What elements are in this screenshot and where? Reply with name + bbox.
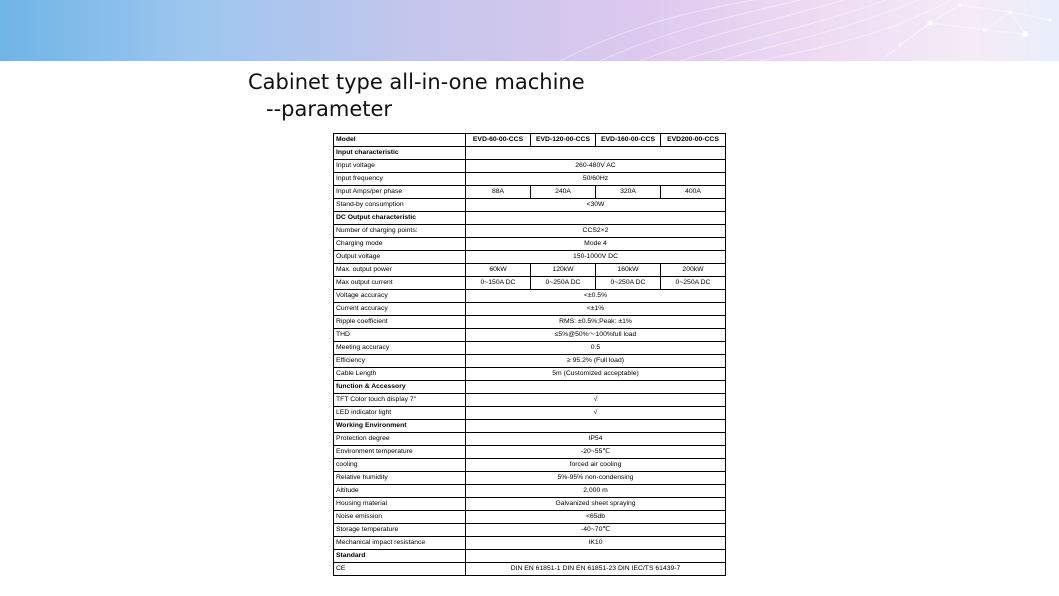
row-value-cell: DIN EN 61851-1 DIN EN 61851-23 DIN IEC/TS 61439-7 bbox=[466, 563, 726, 576]
table-row bbox=[334, 173, 726, 186]
slide-subtitle: --parameter bbox=[266, 97, 393, 121]
row-label: Input Amps/per phase bbox=[334, 186, 466, 199]
section-blank-cell bbox=[466, 212, 726, 225]
row-value-cell: 400A bbox=[661, 186, 726, 199]
row-value-cell: -20~55℃ bbox=[466, 446, 726, 459]
row-label: Ripple coefficient bbox=[334, 316, 466, 329]
section-blank-cell bbox=[466, 550, 726, 563]
table-row bbox=[334, 407, 726, 420]
section-label: DC Output characteristic bbox=[334, 212, 466, 225]
row-value-cell: 0~250A DC bbox=[661, 277, 726, 290]
table-row bbox=[334, 251, 726, 264]
table-row bbox=[334, 563, 726, 576]
table-section-row bbox=[334, 420, 726, 433]
header-model-3: EVD-160-00-CCS bbox=[596, 134, 661, 147]
row-label: Environment temperature bbox=[334, 446, 466, 459]
row-label: LED indicator light bbox=[334, 407, 466, 420]
table-row bbox=[334, 498, 726, 511]
row-label: Stand-by consumption bbox=[334, 199, 466, 212]
row-label: cooling bbox=[334, 459, 466, 472]
row-label: CE bbox=[334, 563, 466, 576]
row-value-cell: <±0.5% bbox=[466, 290, 726, 303]
row-label: TFT Color touch display 7" bbox=[334, 394, 466, 407]
header-model-4: EVD200-00-CCS bbox=[661, 134, 726, 147]
row-label: Max. output power bbox=[334, 264, 466, 277]
row-label: Cable Length bbox=[334, 368, 466, 381]
row-value-cell: 160kW bbox=[596, 264, 661, 277]
table-section-row bbox=[334, 147, 726, 160]
header-model-label: Model bbox=[334, 134, 466, 147]
table-row bbox=[334, 485, 726, 498]
row-value-cell: ≤5%@50%～100%full load bbox=[466, 329, 726, 342]
row-value-cell: Mode 4 bbox=[466, 238, 726, 251]
table-row bbox=[334, 303, 726, 316]
row-label: Output voltage bbox=[334, 251, 466, 264]
row-value-cell: 0~150A DC bbox=[466, 277, 531, 290]
section-label: Standard bbox=[334, 550, 466, 563]
row-label: Input voltage bbox=[334, 160, 466, 173]
row-value-cell: RMS: ±0.5%;Peak: ±1% bbox=[466, 316, 726, 329]
row-label: Protection degree bbox=[334, 433, 466, 446]
row-label: Max output current bbox=[334, 277, 466, 290]
banner-network-decoration bbox=[0, 0, 1059, 61]
row-value-cell: 60kW bbox=[466, 264, 531, 277]
row-value-cell: forced air cooling bbox=[466, 459, 726, 472]
row-value-cell: 0.5 bbox=[466, 342, 726, 355]
table-row bbox=[334, 511, 726, 524]
row-label: THD bbox=[334, 329, 466, 342]
table-row bbox=[334, 160, 726, 173]
row-label: Storage temperature bbox=[334, 524, 466, 537]
table-row bbox=[334, 264, 726, 277]
table-row bbox=[334, 277, 726, 290]
row-value-cell: -40~70℃ bbox=[466, 524, 726, 537]
row-value-cell: 240A bbox=[531, 186, 596, 199]
section-label: Working Environment bbox=[334, 420, 466, 433]
row-label: Meeting accuracy bbox=[334, 342, 466, 355]
row-label: Current accuracy bbox=[334, 303, 466, 316]
row-value-cell: IK10 bbox=[466, 537, 726, 550]
row-label: Voltage accuracy bbox=[334, 290, 466, 303]
row-value-cell: <±1% bbox=[466, 303, 726, 316]
table-row bbox=[334, 238, 726, 251]
header-banner bbox=[0, 0, 1059, 61]
row-label: Altitude bbox=[334, 485, 466, 498]
row-value-cell: 120kW bbox=[531, 264, 596, 277]
row-value-cell: 5m (Customized acceptable) bbox=[466, 368, 726, 381]
row-value-cell: 150-1000V DC bbox=[466, 251, 726, 264]
table-header-row bbox=[334, 134, 726, 147]
table-row bbox=[334, 394, 726, 407]
table-row bbox=[334, 433, 726, 446]
row-label: Charging mode bbox=[334, 238, 466, 251]
table-row bbox=[334, 537, 726, 550]
slide-title: Cabinet type all-in-one machine bbox=[248, 70, 585, 94]
parameter-table bbox=[333, 133, 726, 576]
row-label: Number of charging points: bbox=[334, 225, 466, 238]
row-label: Relative humidity bbox=[334, 472, 466, 485]
table-row bbox=[334, 342, 726, 355]
row-value-cell: 200kW bbox=[661, 264, 726, 277]
table-row bbox=[334, 368, 726, 381]
table-row bbox=[334, 199, 726, 212]
row-label: Noise emission bbox=[334, 511, 466, 524]
table-section-row bbox=[334, 212, 726, 225]
row-label: Efficiency bbox=[334, 355, 466, 368]
row-value-cell: Galvanized sheet spraying bbox=[466, 498, 726, 511]
table-row bbox=[334, 459, 726, 472]
section-blank-cell bbox=[466, 420, 726, 433]
row-value-cell: <30W bbox=[466, 199, 726, 212]
row-value-cell: 50/60Hz bbox=[466, 173, 726, 186]
row-value-cell: IP54 bbox=[466, 433, 726, 446]
section-blank-cell bbox=[466, 381, 726, 394]
table-row bbox=[334, 186, 726, 199]
row-value-cell: 2,000 m bbox=[466, 485, 726, 498]
table-section-row bbox=[334, 381, 726, 394]
row-value-cell: ≥ 95.2% (Full load) bbox=[466, 355, 726, 368]
row-value-cell: √ bbox=[466, 407, 726, 420]
table-row bbox=[334, 316, 726, 329]
table-row bbox=[334, 355, 726, 368]
row-value-cell: 5%-95% non-condensing bbox=[466, 472, 726, 485]
table-row bbox=[334, 225, 726, 238]
row-value-cell: 320A bbox=[596, 186, 661, 199]
row-value-cell: 260-480V AC bbox=[466, 160, 726, 173]
row-value-cell: 0~250A DC bbox=[531, 277, 596, 290]
row-label: Housing material bbox=[334, 498, 466, 511]
row-value-cell: <65db bbox=[466, 511, 726, 524]
row-label: Input frequency bbox=[334, 173, 466, 186]
section-blank-cell bbox=[466, 147, 726, 160]
row-value-cell: √ bbox=[466, 394, 726, 407]
table-section-row bbox=[334, 550, 726, 563]
table-row bbox=[334, 446, 726, 459]
row-value-cell: CCS2×2 bbox=[466, 225, 726, 238]
header-model-1: EVD-60-00-CCS bbox=[466, 134, 531, 147]
row-label: Mechanical impact resistance bbox=[334, 537, 466, 550]
header-model-2: EVD-120-00-CCS bbox=[531, 134, 596, 147]
row-value-cell: 88A bbox=[466, 186, 531, 199]
section-label: function & Accessory bbox=[334, 381, 466, 394]
section-label: Input characteristic bbox=[334, 147, 466, 160]
row-value-cell: 0~250A DC bbox=[596, 277, 661, 290]
table-row bbox=[334, 329, 726, 342]
table-row bbox=[334, 524, 726, 537]
table-row bbox=[334, 472, 726, 485]
table-row bbox=[334, 290, 726, 303]
